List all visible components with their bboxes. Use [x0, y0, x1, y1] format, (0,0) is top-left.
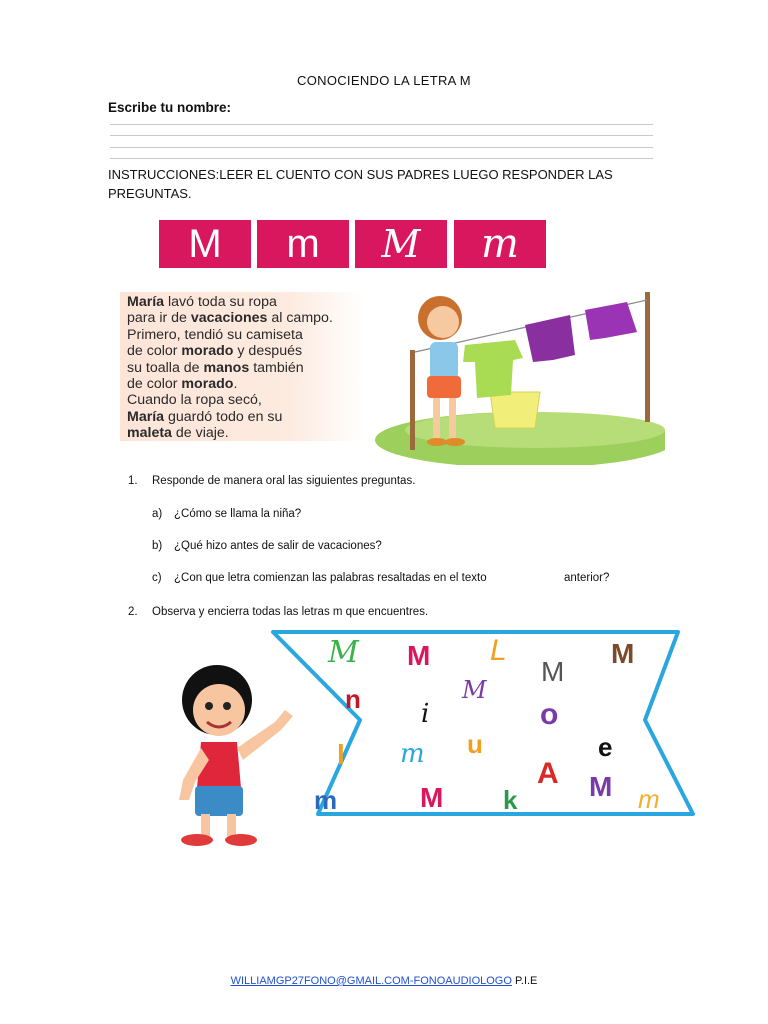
question-a-label: a) — [152, 508, 163, 520]
banner-letter: A — [537, 757, 559, 790]
question-1: Responde de manera oral las siguientes preguntas. — [152, 475, 416, 487]
banner-letter: M — [328, 635, 359, 670]
story-line: de viaje. — [171, 425, 229, 442]
banner-letter: n — [345, 684, 361, 714]
story-line: también — [249, 359, 304, 376]
footer — [0, 975, 768, 987]
banner-letter: m — [638, 784, 660, 814]
instructions: INSTRUCCIONES:LEER EL CUENTO CON SUS PADRES LUEGO RESPONDER LAS PREGUNTAS. — [108, 167, 613, 201]
banner-letter: e — [598, 732, 613, 762]
question-b-label: b) — [152, 540, 163, 552]
question-c: ¿Con que letra comienzan las palabras resaltadas en el texto — [174, 572, 487, 584]
banner-letter: i — [421, 699, 430, 729]
banner-letter: M — [420, 782, 444, 813]
story-line: guardó todo en su — [164, 408, 283, 425]
question-2-number: 2. — [128, 606, 138, 618]
story-line: Primero, tendió su camiseta — [127, 326, 303, 343]
story-word: morado — [181, 343, 234, 360]
letter-card — [454, 220, 546, 268]
question-c-label: c) — [152, 572, 162, 584]
banner-letter: M — [462, 676, 487, 704]
name-line — [110, 124, 653, 125]
story-word: maleta — [127, 425, 172, 442]
banner-letter: M — [407, 640, 431, 671]
name-label: Escribe tu nombre: — [108, 100, 232, 115]
story-line: su toalla de — [127, 359, 204, 376]
footer-email-link[interactable]: WILLIAMGP27FONO@GMAIL.COM-FONOAUDIOLOGO — [230, 975, 512, 987]
banner-letter: u — [467, 729, 483, 759]
letter-card-text: m — [286, 222, 320, 266]
question-c-end: anterior? — [564, 572, 610, 584]
banner-letter: o — [540, 698, 559, 731]
question-a: ¿Cómo se llama la niña? — [174, 508, 302, 520]
name-line — [110, 135, 653, 136]
story-line: lavó toda su ropa — [164, 294, 277, 310]
banner-letter: k — [503, 785, 518, 815]
story-word: morado — [181, 376, 234, 393]
story-word: vacaciones — [190, 310, 268, 327]
banner-letter: M — [589, 771, 613, 802]
story-line: para ir de — [127, 310, 191, 327]
question-1-number: 1. — [128, 475, 138, 487]
name-line — [110, 158, 653, 159]
story-line: de color — [127, 376, 182, 393]
letter-card-text: M — [188, 222, 222, 266]
name-line — [110, 147, 653, 148]
banner-letter: m — [314, 785, 338, 815]
story-line: de color — [127, 343, 182, 360]
story-line: y después — [233, 343, 303, 360]
letter-card-text: M — [381, 222, 421, 266]
story-word: María — [127, 408, 165, 425]
story-line: Cuando la ropa secó, — [127, 392, 262, 409]
story-line: al campo. — [267, 310, 333, 327]
story-word: manos — [203, 359, 250, 376]
girl-laundry-illustration — [365, 280, 665, 465]
question-2: Observa y encierra todas las letras m que encuentres. — [152, 606, 429, 618]
letter-card — [159, 220, 251, 268]
story-text — [127, 294, 333, 442]
letter-card — [355, 220, 447, 268]
worksheet-title: CONOCIENDO LA LETRA M — [297, 73, 471, 88]
story-line: . — [233, 376, 238, 393]
footer-suffix: P.I.E — [511, 975, 538, 987]
story-word: María — [127, 294, 165, 310]
letter-card — [257, 220, 349, 268]
question-b: ¿Qué hizo antes de salir de vacaciones? — [174, 540, 382, 552]
banner-letter: m — [400, 739, 425, 769]
banner-letter: M — [541, 656, 565, 687]
banner-letter: l — [337, 739, 345, 770]
banner-letter: M — [611, 638, 635, 669]
banner-letter: L — [490, 634, 507, 667]
letter-card-text: m — [481, 221, 519, 267]
